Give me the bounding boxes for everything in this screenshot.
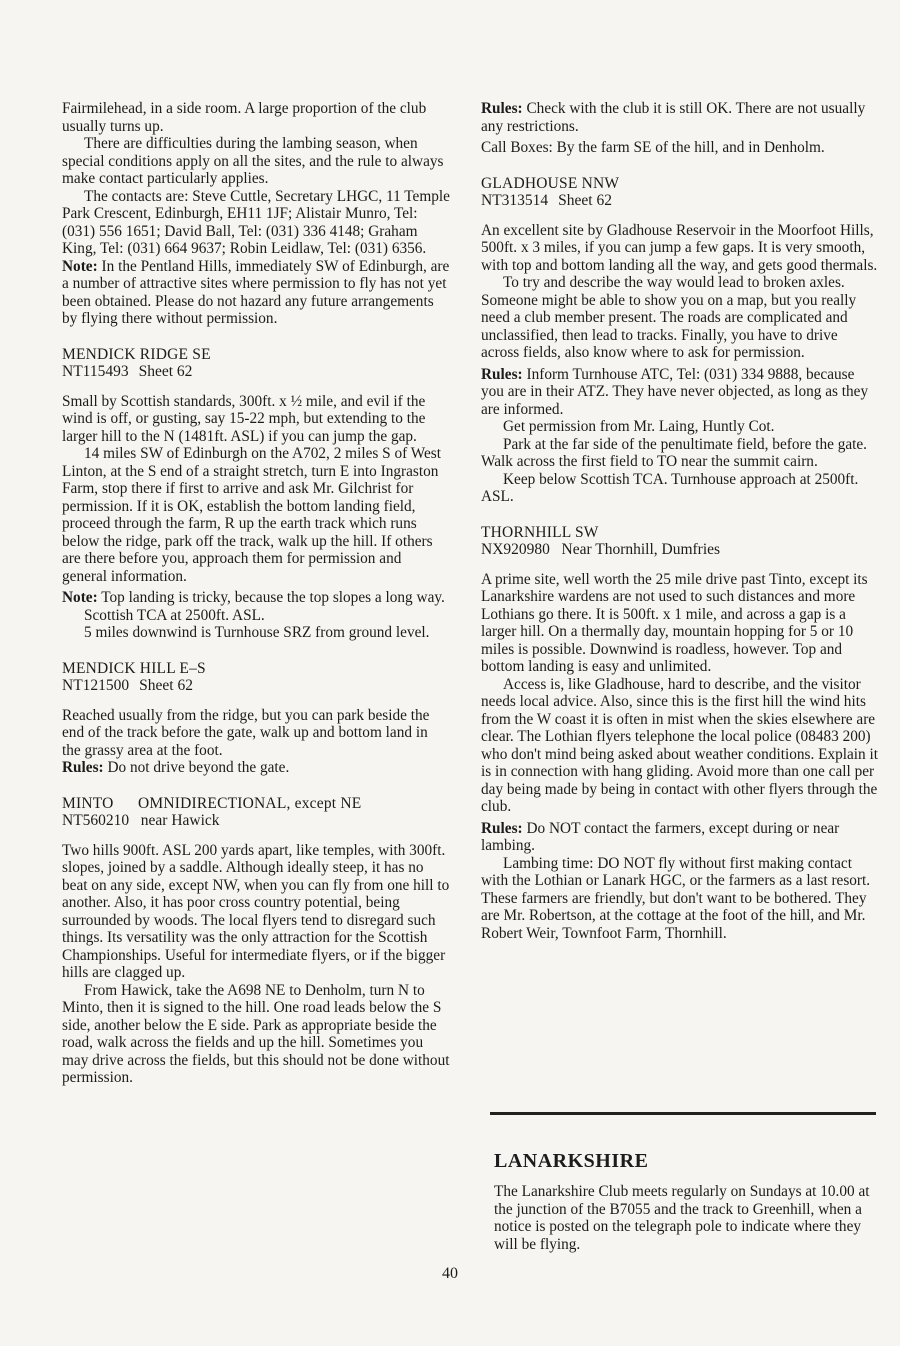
site-tca: Scottish TCA at 2500ft. ASL.: [84, 606, 265, 624]
site-tca: Keep below Scottish TCA. Turnhouse approach at 2500ft. ASL.: [481, 470, 859, 505]
section-divider: [490, 1112, 876, 1115]
site-heading: GLADHOUSE NNW: [481, 174, 620, 192]
site-heading: THORNHILL SW: [481, 523, 599, 541]
site-rules: Rules: Do NOT contact the farmers, except during or near lambing.: [481, 819, 840, 854]
site-permission: Get permission from Mr. Laing, Huntly Cot.: [503, 418, 775, 435]
site-grid-ref: NT560210 near Hawick: [62, 812, 220, 829]
site-description: Reached usually from the ridge, but you can park beside the end of the track before the gate, walk up and bottom land in the grassy area at the foot.: [62, 706, 430, 759]
left-column: [62, 100, 450, 1087]
right-column: [481, 100, 879, 942]
note-label: Note:: [62, 257, 98, 275]
site-description: An excellent site by Gladhouse Reservoir in the Moorfoot Hills, 500ft. x 3 miles, if you can jump a few gaps. It is very smooth, with top and bottom landing all the way, and gets good thermals.: [481, 221, 878, 274]
site-access: Access is, like Gladhouse, hard to describe, and the visitor needs local advice. Also, since this is the first hill the wind hits from the W coast it is often in mist when the skies elsewhere are clear. The Lothian flyers telephone the local police (08483 200) who don't mind being asked about weather conditions. Explain it is in connection with hang gliding. Avoid more than one call per day being made by being in contact with other flyers through the club.: [481, 675, 879, 815]
site-directions: To try and describe the way would lead to broken axles. Someone might be able to show you on a map, but you really need a club member present. The roads are complicated and unclassified, then lead to tracks. Finally, you have to drive across fields, also know where to ask for permission.: [481, 274, 857, 361]
region-intro: [494, 1183, 880, 1253]
site-parking: Park at the far side of the penultimate field, before the gate. Walk across the first field to TO near the summit cairn.: [481, 435, 868, 470]
site-rules: Rules: Do not drive beyond the gate.: [62, 759, 290, 776]
site-directions: 14 miles SW of Edinburgh on the A702, 2 miles S of West Linton, at the S end of a straight stretch, turn E into Ingraston Farm, stop there if first to arrive and ask Mr. Gilchrist for permission. If it is OK, establish the bottom landing field, proceed through the farm, R up the earth track which runs below the ridge, park off the track, walk up the hill. If others are there before you, approach them for permission and general information.: [62, 445, 441, 585]
site-grid-ref: NT313514 Sheet 62: [481, 192, 612, 209]
site-lambing: Lambing time: DO NOT fly without first making contact with the Lothian or Lanark HGC, or the farmers as a last resort. These farmers are friendly, but don't want to be bothered. They are Mr. Robertson, at the cottage at the foot of the hill, and Mr. Robert Weir, Townfoot Farm, Thornhill.: [481, 854, 871, 942]
site-grid-ref: NX920980 Near Thornhill, Dumfries: [481, 541, 721, 558]
site-directions: From Hawick, take the A698 NE to Denholm, turn N to Minto, then it is signed to the hill. One road leads below the S side, another below the E side. Park as appropriate beside the road, walk across the fields and up the hill. Sometimes you may drive across the fields, but this should not be done without permission.: [62, 981, 450, 1086]
lanarkshire-paragraph: The Lanarkshire Club meets regularly on Sundays at 10.00 at the junction of the B7055 and the track to Greenhill, when a notice is posted on the telegraph pole to indicate where they will be flying.: [494, 1183, 870, 1253]
site-srz: 5 miles downwind is Turnhouse SRZ from ground level.: [84, 624, 430, 641]
site-grid-ref: NT115493 Sheet 62: [62, 363, 193, 380]
site-mendick-hill: [62, 660, 450, 777]
site-grid-ref: NT121500 Sheet 62: [62, 677, 193, 694]
lambing-paragraph: There are difficulties during the lambing season, when special conditions apply on all the sites, and the rule to always make contact particularly applies.: [62, 135, 444, 187]
page-number: 40: [442, 1265, 458, 1282]
site-heading: MENDICK RIDGE SE: [62, 345, 211, 363]
site-thornhill: [481, 524, 879, 943]
site-description: A prime site, well worth the 25 mile drive past Tinto, except its Lanarkshire wardens are not used to such distances and more Lothians go there. It is 500ft. x 1 mile, and across a gap is a larger hill. On a thermally day, mountain hopping for 5 or 10 miles is possible. Downwind is roadless, however. Top and bottom landing is easy and unlimited.: [481, 570, 868, 675]
site-gladhouse: [481, 175, 879, 506]
contacts-paragraph: The contacts are: Steve Cuttle, Secretary LHGC, 11 Temple Park Crescent, Edinburgh, EH11 1JF; Alistair Munro, Tel: (031) 556 1651; David Ball, Tel: (031) 336 4148; Graham King, Tel: (031) 664 9637; Robin Leidlaw, Tel: (031) 6356.: [62, 187, 450, 257]
site-description: Two hills 900ft. ASL 200 yards apart, like temples, with 300ft. slopes, joined by a saddle. Although ideally steep, it has no beat on any side, except NW, when you can fly from one hill to another. Also, it has poor cross country potential, being surrounded by woods. The local flyers tend to disregard such things. Its versatility was the only attraction for the Scottish Championships. Useful for intermediate flyers, or if the bigger hills are clagged up.: [62, 841, 450, 981]
minto-rules: Rules: Check with the club it is still OK. There are not usually any restrictions.: [481, 100, 866, 135]
site-description: Small by Scottish standards, 300ft. x ½ mile, and evil if the wind is off, or gusting, say 15-22 mph, but extending to the larger hill to the N (1481ft. ASL) if you can jump the gap.: [62, 392, 426, 445]
pentland-note: Note: In the Pentland Hills, immediately SW of Edinburgh, are a number of attractive sites where permission to fly has not yet been obtained. Please do not hazard any future arrangements by flying there without permission.: [62, 257, 450, 327]
site-mendick-ridge: [62, 346, 450, 642]
site-note: Note: Top landing is tricky, because the top slopes a long way.: [62, 589, 445, 606]
site-minto: [62, 795, 450, 1087]
region-title: LANARKSHIRE: [494, 1150, 649, 1172]
intro-paragraph: Fairmilehead, in a side room. A large proportion of the club usually turns up.: [62, 100, 427, 135]
site-heading: MENDICK HILL E–S: [62, 659, 206, 677]
call-boxes: Call Boxes: By the farm SE of the hill, and in Denholm.: [481, 139, 825, 156]
site-heading: MINTO OMNIDIRECTIONAL, except NE: [62, 794, 362, 812]
site-rules: Rules: Inform Turnhouse ATC, Tel: (031) 334 9888, because you are in their ATZ. They have never objected, as long as they are informed.: [481, 365, 869, 418]
